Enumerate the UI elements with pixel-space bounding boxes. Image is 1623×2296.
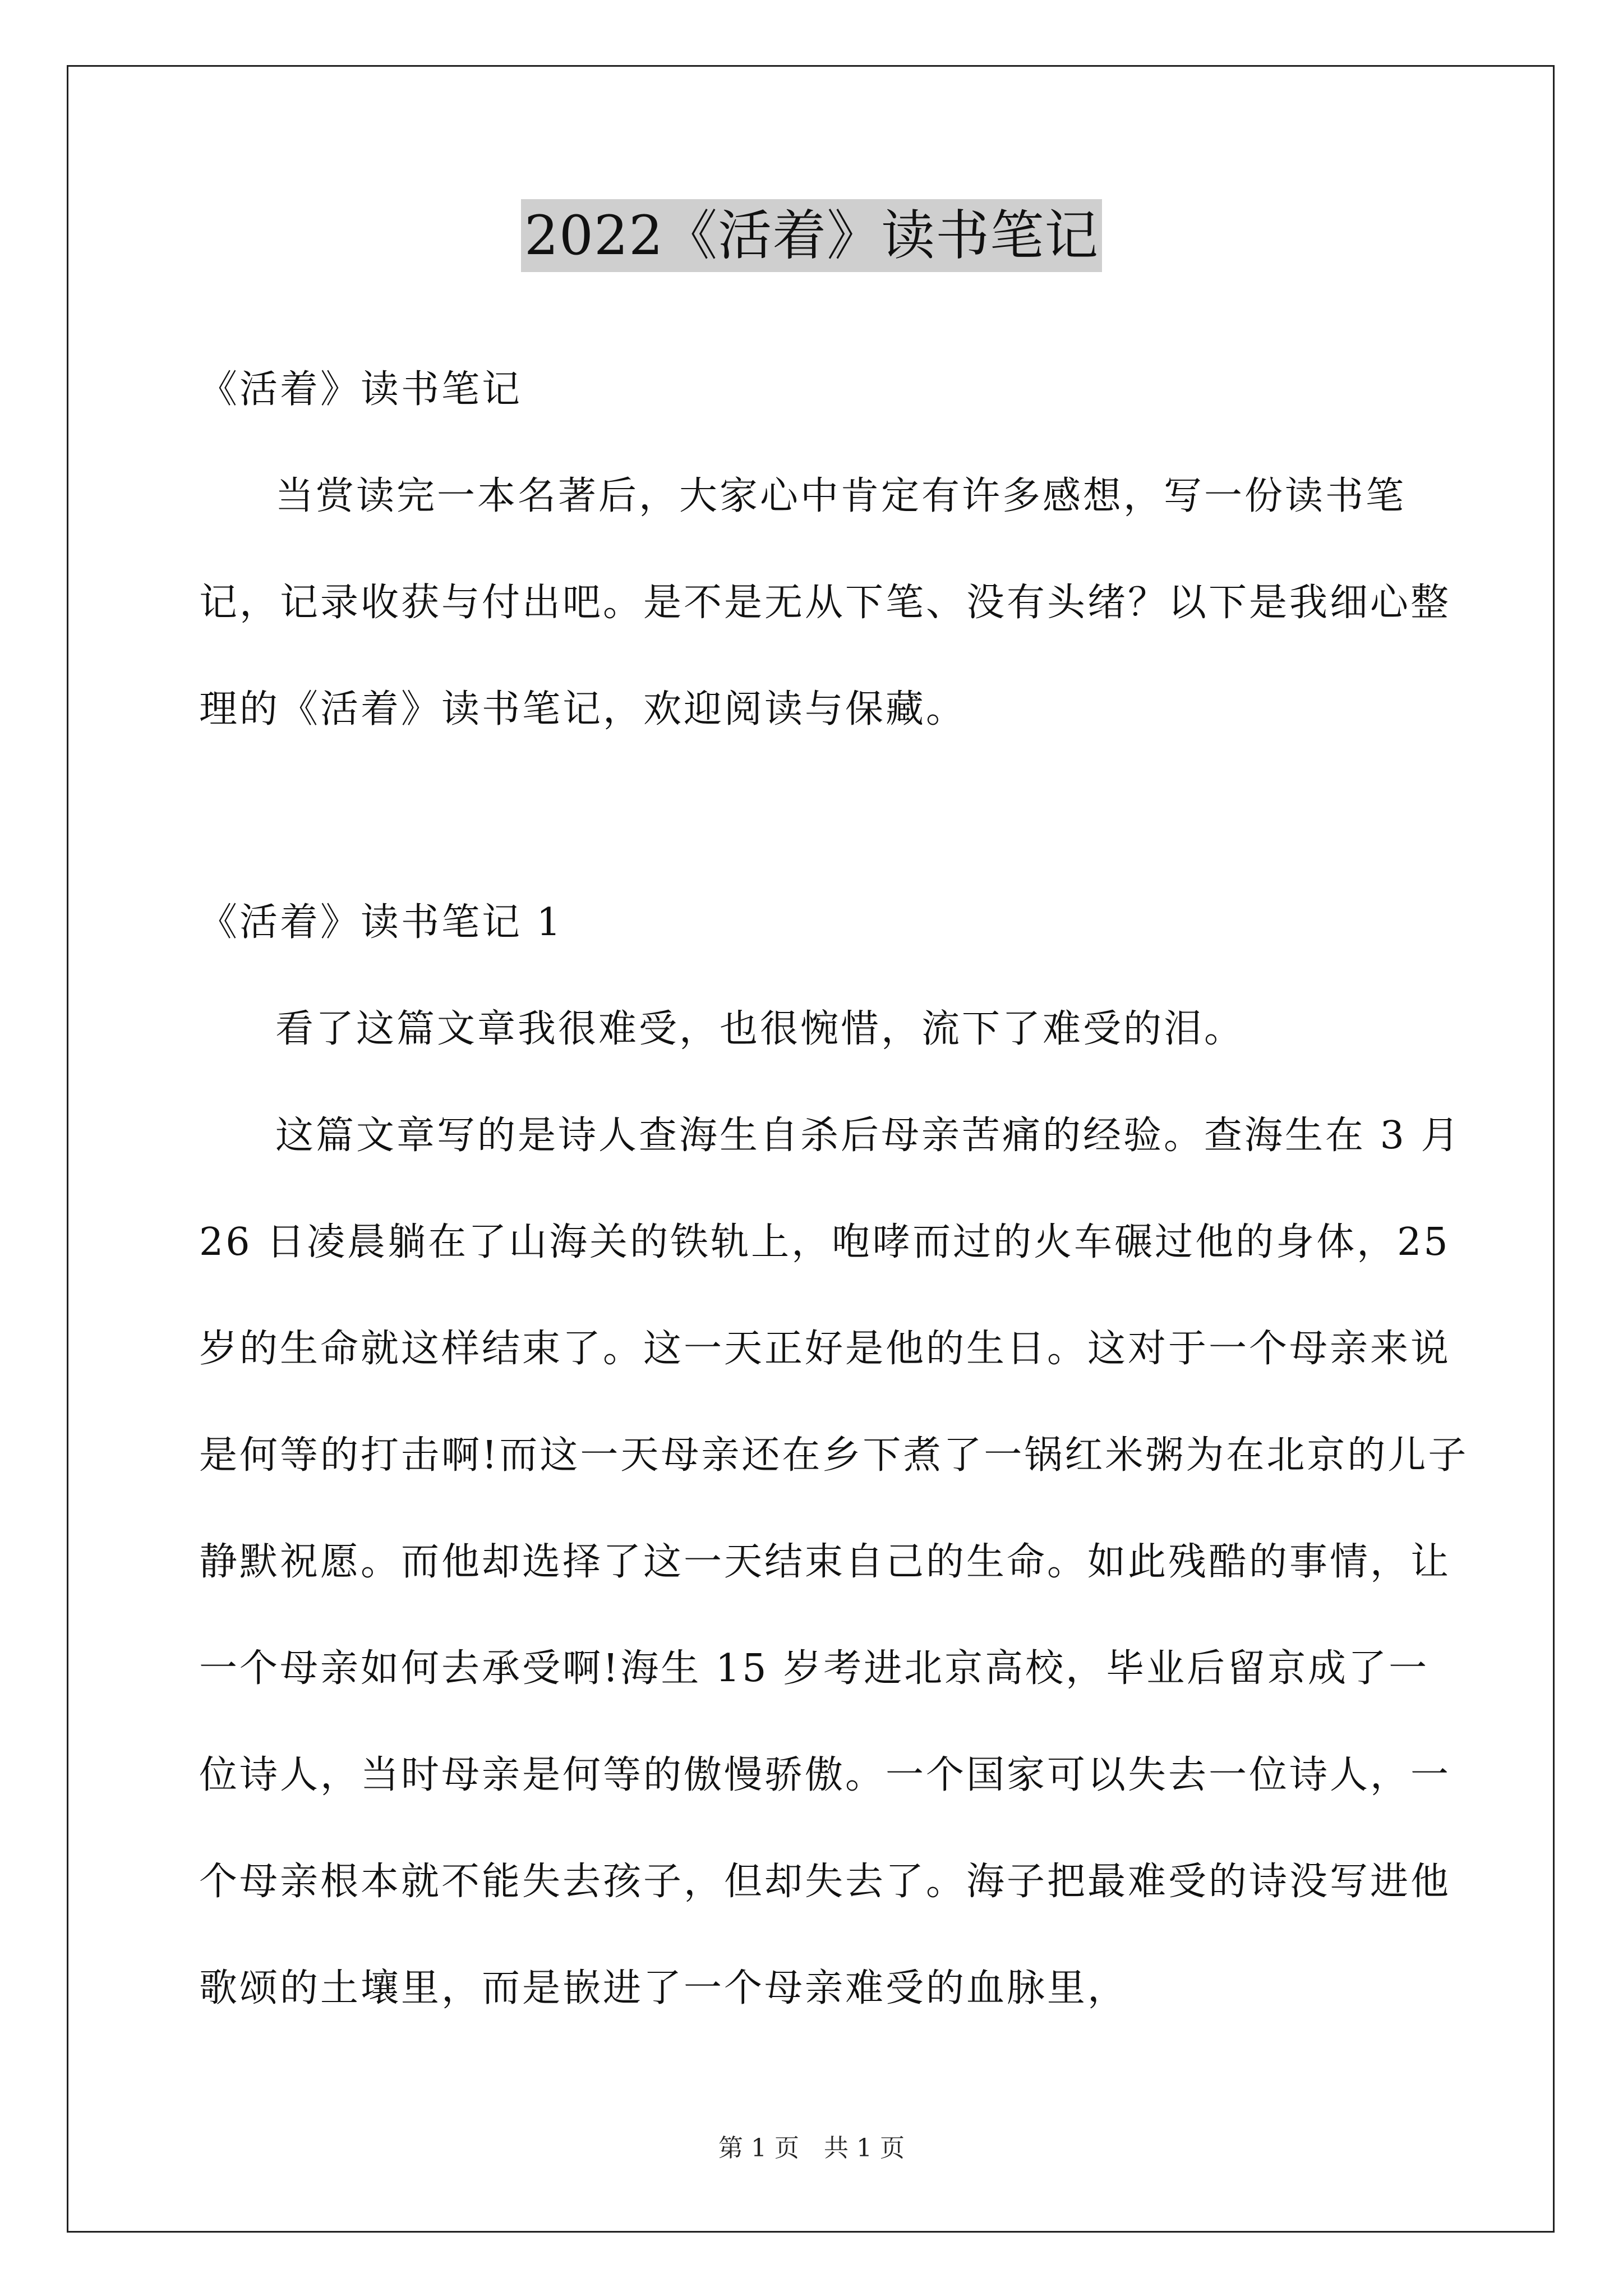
page-footer: 第 1 页 共 1 页 xyxy=(718,2134,905,2162)
intro-paragraph: 当赏读完一本名著后，大家心中肯定有许多感想，写一份读书笔记，记录收获与付出吧。是不是无从下笔、没有头绪？以下是我细心整理的《活着》读书笔记，欢迎阅读与保藏。 xyxy=(199,474,1451,731)
document-body xyxy=(199,337,1476,2042)
document-heading: 《活着》读书笔记 xyxy=(199,367,523,412)
section-heading: 《活着》读书笔记 1 xyxy=(199,900,563,945)
body-paragraph: 这篇文章写的是诗人查海生自杀后母亲苦痛的经验。查海生在 3 月 26 日凌晨躺在了山海关的铁轨上，咆哮而过的火车碾过他的身体，25 岁的生命就这样结束了。这一天正好是他的生日。这对于一个母亲来说是何等的打击啊!而这一天母亲还在乡下煮了一锅红米粥为在北京的儿子静默祝愿。而他却选择了这一天结束自己的生命。如此残酷的事情，让一个母亲如何去承受啊!海生 15 岁考进北京高校，毕业后留京成了一位诗人，当时母亲是何等的傲慢骄傲。一个国家可以失去一位诗人，一个母亲根本就不能失去孩子，但却失去了。海子把最难受的诗没写进他歌颂的土壤里，而是嵌进了一个母亲难受的血脉里， xyxy=(199,1114,1476,2010)
document-title: 2022《活着》读书笔记 xyxy=(521,199,1102,272)
section-spacer xyxy=(199,763,1469,869)
title-container xyxy=(0,199,1623,272)
body-paragraph: 看了这篇文章我很难受，也很惋惜，流下了难受的泪。 xyxy=(275,1007,1245,1051)
